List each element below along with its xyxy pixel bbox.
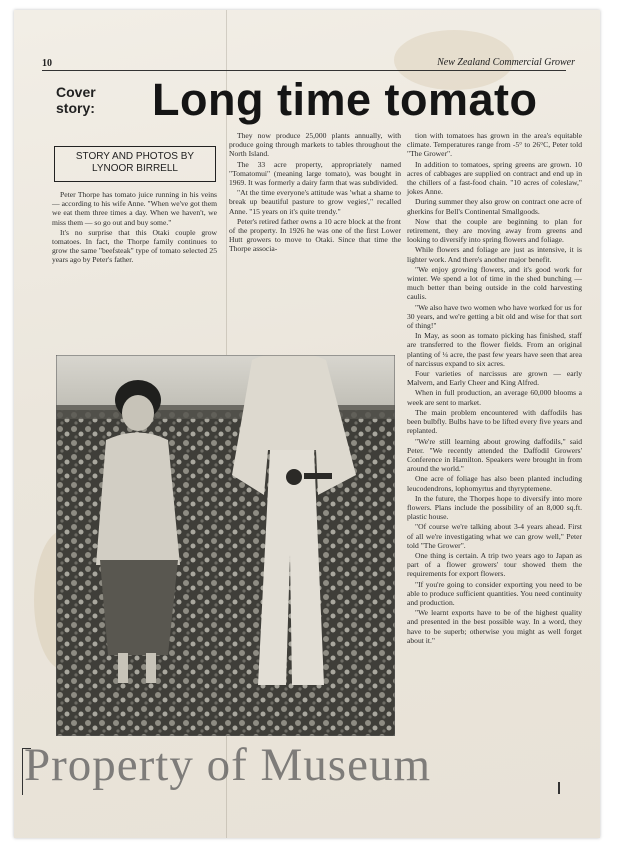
paragraph: In May, as soon as tomato picking has finished, staff are transferred to the flower fields. From an original planting of ¼ acre, the past few years have seen that area of narcissus expand to six acres. — [407, 331, 582, 368]
cover-photo — [56, 355, 395, 736]
paragraph: One thing is certain. A trip two years ago to Japan as part of a flower growers' tour showed them the requirements for export flowers. — [407, 550, 582, 579]
paragraph: The main problem encountered with daffodils has been bulbfly. Bulbs have to be lifted every five years and replanted. — [407, 407, 582, 436]
photo-of-couple-icon — [56, 355, 395, 736]
paragraph: During summer they also grow on contract one acre of gherkins for Bell's Continental Smallgoods. — [407, 197, 582, 216]
paragraph: "If you're going to consider exporting you need to be able to produce sufficient quantities. You need continuity and production. — [407, 579, 582, 607]
paragraph: "We're still learning about growing daffodils," said Peter. "We recently attended the Daffodil Growers' Conference in Hamilton. Speakers were brought in from around the world." — [407, 436, 582, 474]
article-column-1 — [52, 190, 217, 266]
paragraph: Peter Thorpe has tomato juice running in his veins — according to his wife Anne. "When we've got them we eat them three times a day. When we haven't, we miss them — so go out and buy some." — [52, 190, 217, 227]
paragraph: One acre of foliage has also been planted including leucodendrons, lophomyrtus and thyryptemene. — [407, 474, 582, 493]
paragraph: "Of course we're talking about 3-4 years ahead. First of all we're investigating what we can grow well," Peter told "The Grower". — [407, 522, 582, 550]
fence-line — [56, 405, 395, 419]
paragraph: Now that the couple are beginning to plan for retirement, they are moving away from greens and looking to diversify into spring flowers and foliage. — [407, 216, 582, 245]
paragraph: In addition to tomatoes, spring greens are grown. 10 acres of cabbages are supplied on contract and end up in the chillers of a fast-food chain. "10 acres of coleslaw," jokes Anne. — [407, 159, 582, 197]
paragraph: Four varieties of narcissus are grown — early Malvern, and Early Cheer and King Alfred. — [407, 369, 582, 388]
paragraph: When in full production, an average 60,000 blooms a week are sent to market. — [407, 388, 582, 407]
section-label: Cover story: — [56, 84, 96, 116]
paragraph: tion with tomatoes has grown in the area's equitable climate. Temperatures range from -5° to 26°C, Peter told "The Grower". — [407, 131, 582, 159]
crop-mark-right — [548, 782, 560, 794]
byline-line1: STORY AND PHOTOS BY — [75, 151, 195, 162]
paragraph: While flowers and foliage are just as intensive, it is lighter work. And there's another major benefit. — [407, 245, 582, 264]
headline: Long time tomato — [152, 74, 538, 125]
paragraph: "We learnt exports have to be of the highest quality and presented in the best possible way. In a word, they have to be superb; otherwise you might as well forget about it." — [407, 608, 582, 645]
paragraph: "We also have two women who have worked for us for 30 years, and we're getting a bit old and wise for that sort of thing!" — [407, 302, 582, 331]
paragraph: They now produce 25,000 plants annually, with produce going through markets to tables throughout the North Island. — [229, 131, 401, 159]
paragraph: "At the time everyone's attitude was 'what a shame to break up beautiful pasture to grow vegies'," recalled Anne. "15 years on it's quite trendy." — [229, 188, 401, 216]
byline-box — [54, 146, 216, 182]
page-number: 10 — [42, 58, 52, 69]
article-column-2 — [229, 131, 401, 255]
byline-line2: LYNOOR BIRRELL — [92, 163, 178, 174]
paragraph: The 33 acre property, appropriately named "Tomatomui" (meaning large tomato), was bought in 1969. It was formerly a dairy farm that was subdivided. — [229, 159, 401, 188]
article-column-3 — [407, 131, 582, 646]
paragraph: In the future, the Thorpes hope to diversify into more flowers. Plans include the possibility of an 8,000 sq.ft. plastic house. — [407, 493, 582, 522]
paragraph: "We enjoy growing flowers, and it's good work for winter. We spend a lot of time in the shed bunching — much better than being outside in the cold harvesting caulis. — [407, 264, 582, 302]
publication-name: New Zealand Commercial Grower — [437, 57, 575, 68]
paragraph: It's no surprise that this Otaki couple grow tomatoes. In fact, the Thorpe family continues to grow the same "beefsteak" type of tomato selected 25 years ago by Peter's father. — [52, 227, 217, 265]
header-rule — [42, 70, 566, 71]
paragraph: Peter's retired father owns a 10 acre block at the front of the property. In 1926 he was one of the first Lower Hutt growers to move to Otaki. Since that time the Thorpe associa- — [229, 216, 401, 254]
museum-watermark: Property of Museum — [24, 739, 432, 791]
